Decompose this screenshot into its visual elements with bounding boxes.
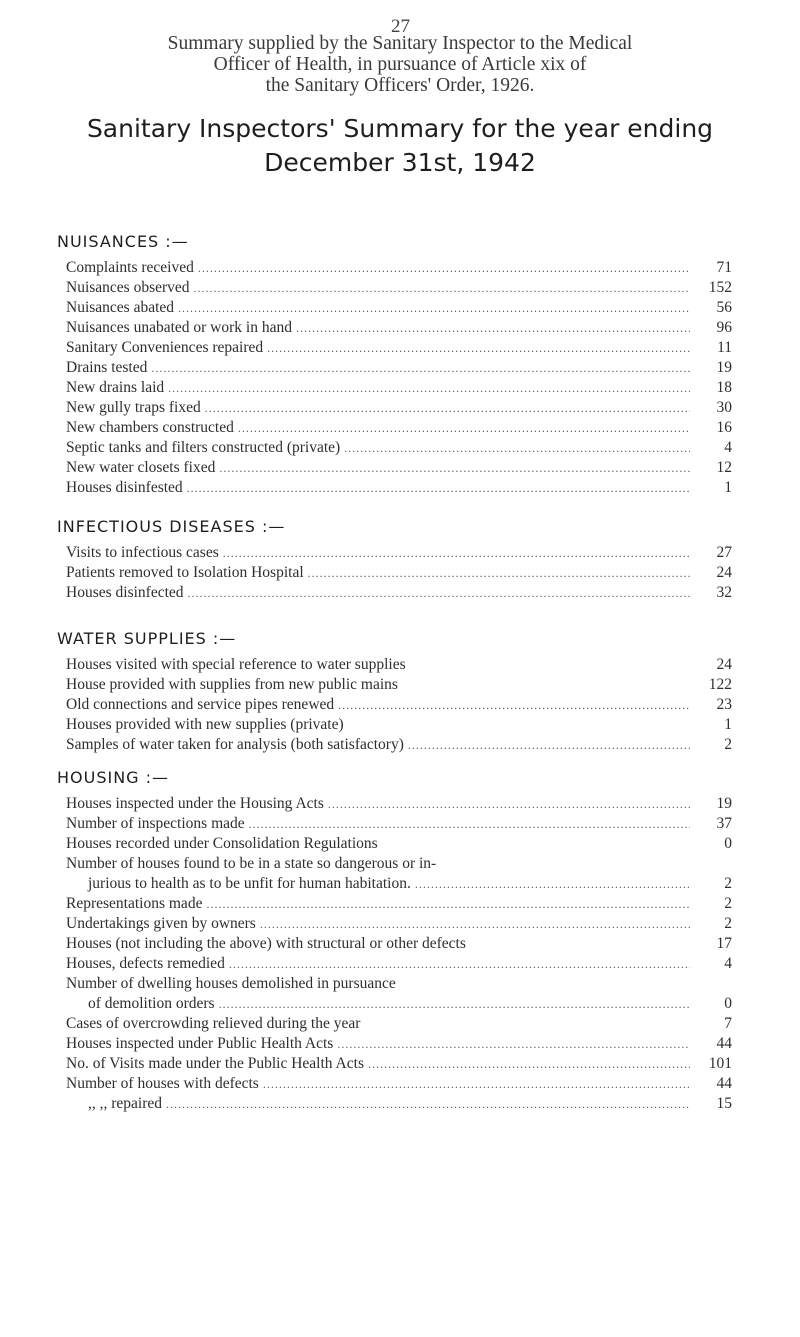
leader-dots (151, 358, 690, 378)
infectious-diseases-heading: INFECTIOUS DISEASES :— (57, 517, 286, 536)
leader-dots (249, 814, 690, 834)
list-item (66, 318, 732, 338)
water-supplies-heading: WATER SUPPLIES :— (57, 629, 237, 648)
item-value: 32 (716, 584, 732, 601)
item-value: 11 (717, 339, 732, 356)
item-label: Visits to infectious cases (66, 544, 219, 561)
list-item (66, 458, 732, 478)
item-value: 2 (724, 736, 732, 753)
leader-dots (296, 318, 690, 338)
leader-dots (194, 278, 690, 298)
item-label: House provided with supplies from new public mains (66, 676, 398, 693)
list-item (66, 1054, 732, 1074)
leader-dots (229, 954, 690, 974)
housing-heading: HOUSING :— (57, 768, 170, 787)
item-value: 30 (716, 399, 732, 416)
item-value: 2 (724, 895, 732, 912)
item-label: Houses inspected under Public Health Acts (66, 1035, 334, 1052)
item-label: Houses recorded under Consolidation Regulations (66, 835, 378, 852)
leader-dots (188, 583, 690, 603)
item-value: 15 (716, 1095, 732, 1112)
item-label: Samples of water taken for analysis (both satisfactory) (66, 736, 404, 753)
list-item (66, 834, 732, 854)
list-item (66, 1094, 732, 1114)
infectious-diseases-section (57, 516, 732, 603)
leader-dots (187, 478, 690, 498)
leader-dots (368, 1054, 690, 1074)
list-item (66, 478, 732, 498)
item-value: 101 (708, 1055, 732, 1072)
item-label: Number of houses found to be in a state so dangerous or in- (66, 855, 437, 872)
item-value: 12 (716, 459, 732, 476)
item-value: 19 (716, 359, 732, 376)
item-value: 37 (716, 815, 732, 832)
list-item (66, 278, 732, 298)
list-item (66, 418, 732, 438)
item-label: Nuisances abated (66, 299, 175, 316)
list-item (66, 298, 732, 318)
list-item (66, 543, 732, 563)
list-item (66, 338, 732, 358)
nuisances-heading: NUISANCES :— (57, 232, 189, 251)
list-item (66, 1074, 732, 1094)
intro-line-1: Summary supplied by the Sanitary Inspector to the Medical (167, 33, 633, 54)
list-item (66, 974, 732, 994)
list-item (66, 894, 732, 914)
item-value: 0 (724, 995, 732, 1012)
item-value: 27 (716, 544, 732, 561)
list-item (66, 1014, 732, 1034)
housing-section (57, 767, 732, 1114)
list-item (66, 398, 732, 418)
item-label: Number of inspections made (66, 815, 245, 832)
item-label: New chambers constructed (66, 419, 234, 436)
item-value: 1 (724, 716, 732, 733)
intro-line-2: Officer of Health, in pursuance of Article xix of (213, 54, 587, 75)
item-value: 71 (716, 259, 732, 276)
infectious-diseases-list (66, 543, 732, 603)
list-item (66, 695, 732, 715)
item-value: 44 (716, 1035, 732, 1052)
item-label: jurious to health as to be unfit for human habitation. (88, 875, 411, 892)
item-label: New gully traps fixed (66, 399, 201, 416)
leader-dots (328, 794, 690, 814)
item-label: Houses disinfested (66, 479, 183, 496)
item-value: 2 (724, 875, 732, 892)
leader-dots (260, 914, 690, 934)
item-label: Patients removed to Isolation Hospital (66, 564, 304, 581)
title-line-1: Sanitary Inspectors' Summary for the year ending (86, 114, 714, 143)
item-value: 56 (716, 299, 732, 316)
list-item (66, 378, 732, 398)
list-item (66, 914, 732, 934)
item-value: 17 (716, 935, 732, 952)
housing-list (66, 794, 732, 1114)
item-label: Nuisances unabated or work in hand (66, 319, 292, 336)
list-item (66, 258, 732, 278)
list-item (66, 438, 732, 458)
leader-dots (219, 994, 690, 1014)
leader-dots (168, 378, 690, 398)
leader-dots (205, 398, 690, 418)
item-label: Houses visited with special reference to water supplies (66, 656, 406, 673)
list-item (66, 1034, 732, 1054)
list-item (66, 358, 732, 378)
leader-dots (408, 735, 690, 755)
item-label: Undertakings given by owners (66, 915, 256, 932)
list-item (66, 563, 732, 583)
item-label: Drains tested (66, 359, 148, 376)
leader-dots (206, 894, 690, 914)
item-value: 4 (724, 955, 732, 972)
item-value: 152 (708, 279, 732, 296)
item-label: Houses inspected under the Housing Acts (66, 795, 324, 812)
item-label: Cases of overcrowding relieved during the year (66, 1015, 361, 1032)
leader-dots (344, 438, 690, 458)
nuisances-section (57, 231, 732, 498)
leader-dots (267, 338, 690, 358)
list-item (66, 874, 732, 894)
item-value: 7 (724, 1015, 732, 1032)
leader-dots (219, 458, 690, 478)
leader-dots (178, 298, 690, 318)
item-label: Houses provided with new supplies (private) (66, 716, 344, 733)
leader-dots (337, 1034, 690, 1054)
list-item (66, 675, 732, 695)
item-label: Septic tanks and filters constructed (private) (66, 439, 341, 456)
item-label: No. of Visits made under the Public Health Acts (66, 1055, 364, 1072)
item-label: ,, ,, repaired (88, 1095, 163, 1112)
leader-dots (338, 695, 690, 715)
list-item (66, 583, 732, 603)
item-label: Houses, defects remedied (66, 955, 225, 972)
item-label: New drains laid (66, 379, 165, 396)
item-label: Nuisances observed (66, 279, 190, 296)
list-item (66, 994, 732, 1014)
item-value: 19 (716, 795, 732, 812)
list-item (66, 934, 732, 954)
nuisances-list (66, 258, 732, 498)
item-label: Number of dwelling houses demolished in pursuance (66, 975, 396, 992)
item-value: 0 (724, 835, 732, 852)
item-value: 1 (724, 479, 732, 496)
leader-dots (223, 543, 690, 563)
item-value: 122 (708, 676, 732, 693)
list-item (66, 814, 732, 834)
water-supplies-section (57, 628, 732, 755)
item-value: 2 (724, 915, 732, 932)
leader-dots (263, 1074, 690, 1094)
page-title (0, 112, 800, 180)
item-value: 4 (724, 439, 732, 456)
item-value: 96 (716, 319, 732, 336)
item-label: of demolition orders (88, 995, 215, 1012)
item-value: 18 (716, 379, 732, 396)
item-value: 24 (716, 564, 732, 581)
leader-dots (198, 258, 690, 278)
item-label: Houses disinfected (66, 584, 184, 601)
item-label: Houses (not including the above) with structural or other defects (66, 935, 466, 952)
item-label: Old connections and service pipes renewed (66, 696, 335, 713)
intro-text (0, 33, 800, 96)
item-label: Number of houses with defects (66, 1075, 259, 1092)
leader-dots (308, 563, 690, 583)
list-item (66, 854, 732, 874)
list-item (66, 715, 732, 735)
item-label: New water closets fixed (66, 459, 216, 476)
water-supplies-list (66, 655, 732, 755)
list-item (66, 954, 732, 974)
item-label: Complaints received (66, 259, 194, 276)
list-item (66, 735, 732, 755)
item-label: Representations made (66, 895, 203, 912)
title-line-2: December 31st, 1942 (264, 148, 536, 177)
item-value: 44 (716, 1075, 732, 1092)
item-value: 24 (716, 656, 732, 673)
leader-dots (238, 418, 690, 438)
leader-dots (415, 874, 690, 894)
leader-dots (166, 1094, 690, 1114)
list-item (66, 655, 732, 675)
page-number: 27 (391, 16, 410, 37)
item-value: 23 (716, 696, 732, 713)
list-item (66, 794, 732, 814)
item-label: Sanitary Conveniences repaired (66, 339, 264, 356)
item-value: 16 (716, 419, 732, 436)
intro-line-3: the Sanitary Officers' Order, 1926. (265, 75, 535, 96)
